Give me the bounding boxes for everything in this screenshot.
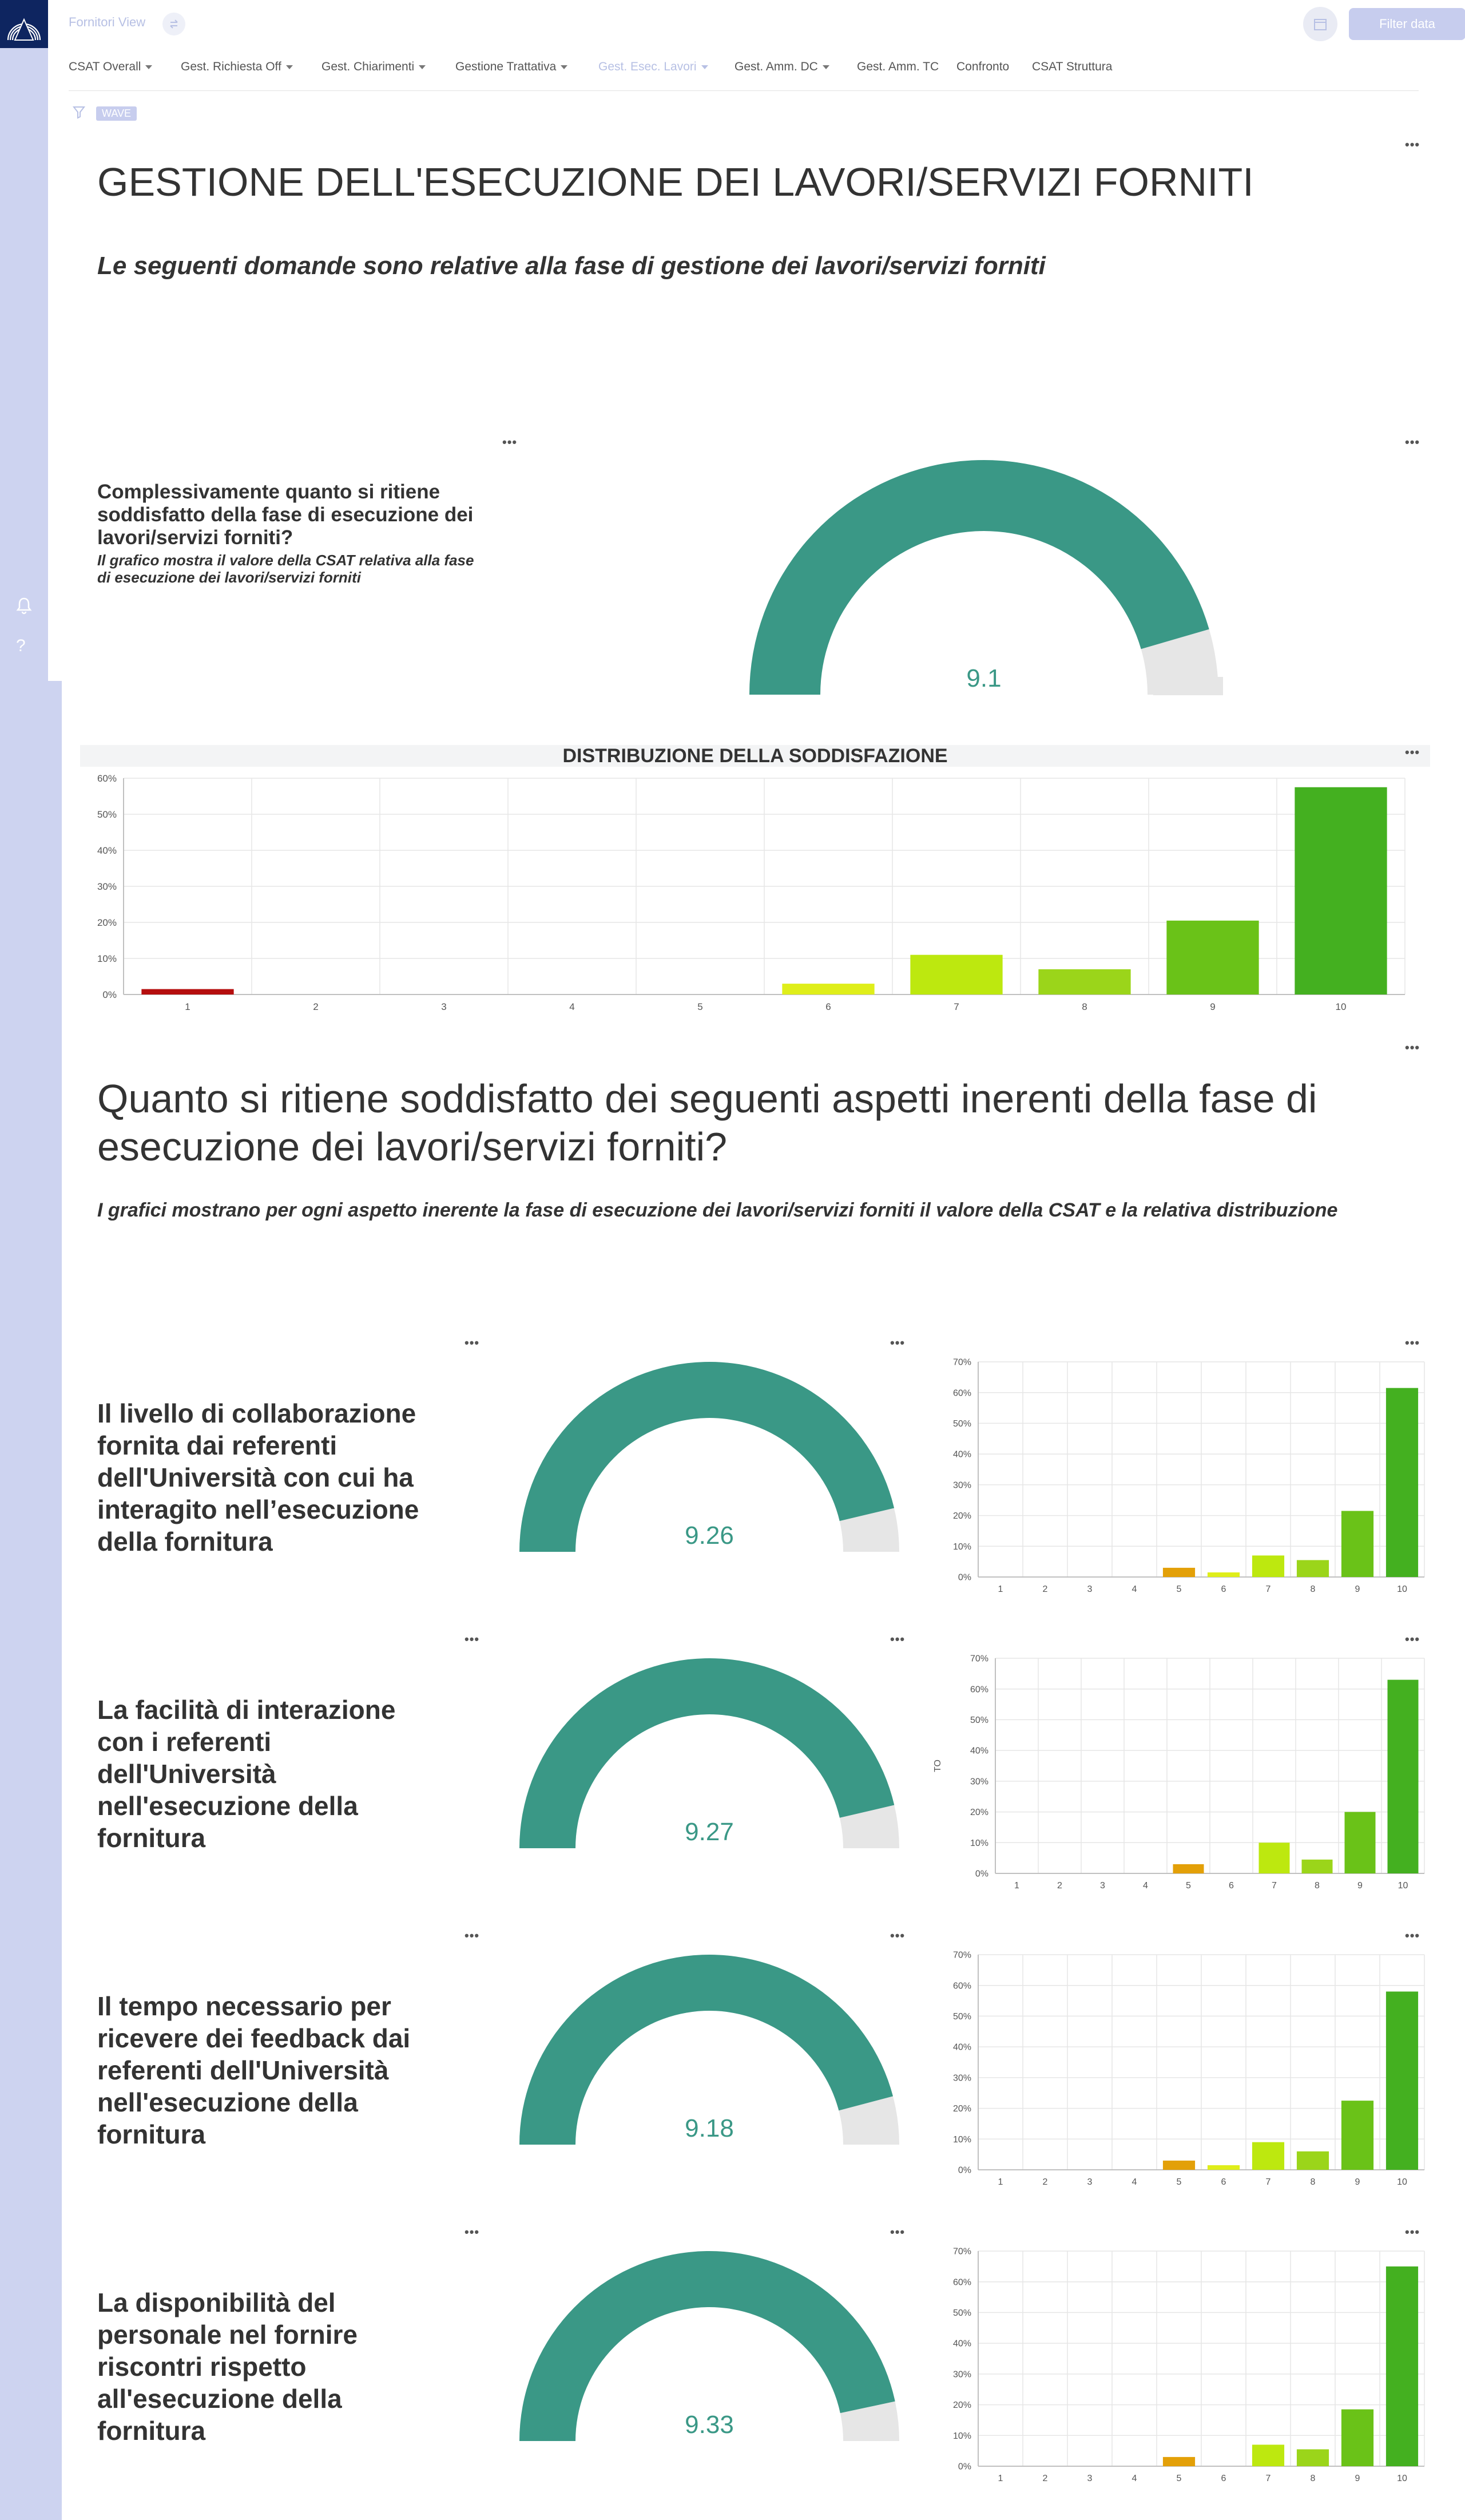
x-tick-label: 1 xyxy=(185,1001,190,1012)
x-tick-label: 9 xyxy=(1210,1001,1216,1012)
x-tick-label: 7 xyxy=(954,1001,959,1012)
y-tick-label: 10% xyxy=(952,2431,971,2441)
x-tick-label: 1 xyxy=(998,2177,1003,2186)
help-icon[interactable]: ? xyxy=(16,636,26,655)
x-tick-label: 5 xyxy=(697,1001,703,1012)
menu-icon[interactable]: ••• xyxy=(1405,1336,1420,1350)
app-title: Fornitori View xyxy=(69,15,146,29)
menu-icon[interactable]: ••• xyxy=(890,1336,906,1350)
chevron-down-icon xyxy=(145,65,152,69)
chevron-down-icon xyxy=(701,65,708,69)
bell-icon[interactable] xyxy=(14,595,34,616)
y-tick-label: 60% xyxy=(97,772,117,784)
tab-gest-amm-tc[interactable] xyxy=(857,60,939,74)
x-tick-label: 2 xyxy=(313,1001,319,1012)
app-logo[interactable] xyxy=(0,0,48,48)
x-tick-label: 1 xyxy=(1014,1881,1019,1889)
bar-7[interactable] xyxy=(1252,2444,1284,2466)
gauge-legend-box xyxy=(1153,677,1223,695)
x-tick-label: 4 xyxy=(1131,2177,1137,2186)
tab-gest-chiarimenti[interactable] xyxy=(321,60,426,74)
x-tick-label: 3 xyxy=(441,1001,447,1012)
x-tick-label: 2 xyxy=(1057,1881,1062,1889)
menu-icon[interactable]: ••• xyxy=(1405,745,1420,759)
section-title-line2: esecuzione dei lavori/servizi forniti? xyxy=(97,1124,728,1169)
tab-gestione-trattativa[interactable] xyxy=(455,60,567,74)
y-tick-label: 0% xyxy=(102,989,117,1000)
x-tick-label: 3 xyxy=(1100,1881,1105,1889)
y-tick-label: 10% xyxy=(952,2134,971,2145)
y-tick-label: 30% xyxy=(970,1777,988,1787)
tab-csat-overall[interactable] xyxy=(69,60,152,74)
x-tick-label: 9 xyxy=(1357,1881,1363,1889)
x-tick-label: 5 xyxy=(1176,2474,1182,2482)
chart-title: DISTRIBUZIONE DELLA SODDISFAZIONE xyxy=(562,745,948,767)
tab-confronto[interactable] xyxy=(956,60,1009,74)
bar-9[interactable] xyxy=(1341,2410,1373,2466)
bar-9[interactable] xyxy=(1166,921,1258,994)
distribution-chart xyxy=(932,2242,1430,2482)
x-tick-label: 6 xyxy=(825,1001,831,1012)
tab-gest-amm-dc[interactable] xyxy=(735,60,829,74)
aspect-question: Il livello di collaborazione fornita dai referenti dell'Università con cui ha interagito nell’esecuzione della fornitura xyxy=(97,1398,419,1556)
bar-8[interactable] xyxy=(1297,1560,1329,1577)
x-tick-label: 10 xyxy=(1397,1881,1408,1889)
menu-icon[interactable]: ••• xyxy=(1405,435,1420,449)
menu-icon[interactable]: ••• xyxy=(1405,137,1420,152)
gauge-value: 9.33 xyxy=(685,2411,734,2439)
x-tick-label: 7 xyxy=(1272,1881,1277,1889)
y-tick-label: 20% xyxy=(952,2104,971,2114)
sidebar xyxy=(0,0,48,681)
x-tick-label: 8 xyxy=(1310,1584,1316,1593)
y-tick-label: 60% xyxy=(952,1981,971,1991)
y-tick-label: 20% xyxy=(952,2400,971,2411)
x-tick-label: 3 xyxy=(1087,2177,1093,2186)
distribution-chart xyxy=(932,1649,1430,1889)
x-tick-label: 10 xyxy=(1397,1584,1407,1593)
y-tick-label: 20% xyxy=(970,1808,988,1818)
bar-7[interactable] xyxy=(1252,2142,1284,2170)
calendar-icon[interactable] xyxy=(1303,7,1337,41)
menu-icon[interactable]: ••• xyxy=(890,1632,906,1646)
bar-6[interactable] xyxy=(1208,1572,1240,1577)
x-tick-label: 8 xyxy=(1315,1881,1320,1889)
x-tick-label: 6 xyxy=(1221,2177,1226,2186)
x-tick-label: 2 xyxy=(1042,1584,1048,1593)
y-tick-label: 30% xyxy=(952,2073,971,2083)
y-tick-label: 0% xyxy=(975,1869,988,1879)
gauge-value: 9.18 xyxy=(685,2114,734,2142)
overall-note: Il grafico mostra il valore della CSAT relativa alla fase di esecuzione dei lavori/servizi forniti xyxy=(97,552,474,586)
page-title: GESTIONE DELL'ESECUZIONE DEI LAVORI/SERVIZI FORNITI xyxy=(97,160,1254,204)
bar-10[interactable] xyxy=(1295,787,1387,994)
y-tick-label: 70% xyxy=(952,1357,971,1368)
x-tick-label: 4 xyxy=(569,1001,575,1012)
bar-9[interactable] xyxy=(1345,1812,1376,1873)
tab-gest-richiesta-off[interactable] xyxy=(181,60,293,74)
bar-8[interactable] xyxy=(1038,969,1130,994)
y-tick-label: 40% xyxy=(970,1746,988,1756)
chevron-down-icon xyxy=(561,65,567,69)
x-tick-label: 5 xyxy=(1186,1881,1191,1889)
y-tick-label: 70% xyxy=(952,2246,971,2257)
y-tick-label: 60% xyxy=(952,2277,971,2288)
swap-icon[interactable] xyxy=(162,13,185,35)
y-tick-label: 40% xyxy=(952,1449,971,1460)
menu-icon[interactable]: ••• xyxy=(1405,2225,1420,2239)
bar-5[interactable] xyxy=(1163,2161,1195,2170)
x-tick-label: 3 xyxy=(1087,1584,1093,1593)
tab-label: Gest. Esec. Lavori xyxy=(598,60,697,73)
x-tick-label: 10 xyxy=(1335,1001,1347,1012)
overall-csat-gauge xyxy=(732,446,1236,698)
y-tick-label: 40% xyxy=(952,2042,971,2053)
y-tick-label: 20% xyxy=(952,1511,971,1521)
bar-10[interactable] xyxy=(1386,1388,1418,1577)
tab-csat-struttura[interactable] xyxy=(1032,60,1112,74)
bar-6[interactable] xyxy=(1208,2165,1240,2170)
overall-question: Complessivamente quanto si ritiene soddisfatto della fase di esecuzione dei lavori/servizi forniti? xyxy=(97,481,474,549)
aspect-question: Il tempo necessario per ricevere dei feedback dai referenti dell'Università nell'esecuzione della fornitura xyxy=(97,1991,411,2149)
y-tick-label: 30% xyxy=(97,881,117,892)
y-tick-label: 0% xyxy=(958,1572,971,1583)
aspect-question: La disponibilità del personale nel fornire riscontri rispetto all'esecuzione della fornitura xyxy=(97,2288,358,2446)
y-axis-label: TO xyxy=(933,1760,943,1772)
tab-label: CSAT Overall xyxy=(69,60,141,73)
y-tick-label: 40% xyxy=(97,845,117,856)
csat-gauge xyxy=(503,2241,915,2458)
bar-10[interactable] xyxy=(1388,1680,1419,1873)
gauge-value: 9.27 xyxy=(685,1818,734,1846)
x-tick-label: 6 xyxy=(1221,2474,1226,2482)
y-tick-label: 60% xyxy=(970,1685,988,1695)
menu-icon[interactable]: ••• xyxy=(464,1632,480,1646)
bar-7[interactable] xyxy=(1259,1843,1290,1873)
tab-label: Confronto xyxy=(956,60,1010,73)
x-tick-label: 8 xyxy=(1310,2474,1316,2482)
y-tick-label: 40% xyxy=(952,2339,971,2349)
x-tick-label: 6 xyxy=(1229,1881,1234,1889)
y-tick-label: 0% xyxy=(958,2165,971,2176)
y-tick-label: 60% xyxy=(952,1388,971,1398)
section-title-line1: Quanto si ritiene soddisfatto dei seguenti aspetti inerenti della fase di xyxy=(97,1076,1317,1121)
menu-icon[interactable]: ••• xyxy=(1405,1928,1420,1943)
tab-gest-esec-lavori[interactable] xyxy=(598,60,708,74)
distribution-chart xyxy=(74,768,1430,1020)
section-subtitle: I grafici mostrano per ogni aspetto inerente la fase di esecuzione dei lavori/servizi forniti il valore della CSAT e la relativa distribuzione xyxy=(97,1199,1338,1221)
x-tick-label: 8 xyxy=(1310,2177,1316,2186)
menu-icon[interactable]: ••• xyxy=(1405,1632,1420,1646)
x-tick-label: 8 xyxy=(1082,1001,1087,1012)
section-title xyxy=(97,1075,1317,1171)
bar-8[interactable] xyxy=(1297,2449,1329,2466)
bar-5[interactable] xyxy=(1163,1568,1195,1577)
chevron-down-icon xyxy=(419,65,426,69)
tab-label: CSAT Struttura xyxy=(1032,60,1113,73)
tab-label: Gest. Richiesta Off xyxy=(181,60,281,73)
tab-label: Gest. Amm. TC xyxy=(857,60,939,73)
x-tick-label: 3 xyxy=(1087,2474,1093,2482)
x-tick-label: 9 xyxy=(1355,2474,1360,2482)
page-subtitle: Le seguenti domande sono relative alla fase di gestione dei lavori/servizi forniti xyxy=(97,252,1046,280)
x-tick-label: 10 xyxy=(1397,2177,1407,2186)
csat-gauge xyxy=(503,1944,915,2162)
y-tick-label: 50% xyxy=(970,1715,988,1726)
menu-icon[interactable]: ••• xyxy=(464,1336,480,1350)
filter-badge[interactable]: WAVE xyxy=(96,106,137,121)
filter-icon[interactable] xyxy=(72,105,86,119)
gauge-value-arc xyxy=(749,460,1209,695)
menu-icon[interactable]: ••• xyxy=(502,435,518,449)
bar-7[interactable] xyxy=(910,955,1002,994)
bar-5[interactable] xyxy=(1173,1864,1204,1873)
x-tick-label: 10 xyxy=(1397,2474,1407,2482)
y-tick-label: 10% xyxy=(970,1838,988,1848)
bar-9[interactable] xyxy=(1341,1511,1373,1577)
sidebar-extension xyxy=(0,681,62,2520)
y-tick-label: 50% xyxy=(952,1419,971,1429)
filter-data-button[interactable]: Filter data xyxy=(1349,8,1465,40)
menu-icon[interactable]: ••• xyxy=(890,2225,906,2239)
bar-10[interactable] xyxy=(1386,2267,1418,2466)
x-tick-label: 5 xyxy=(1176,1584,1182,1593)
bar-5[interactable] xyxy=(1163,2457,1195,2466)
y-tick-label: 20% xyxy=(97,917,117,928)
x-tick-label: 1 xyxy=(998,2474,1003,2482)
y-tick-label: 0% xyxy=(958,2462,971,2472)
x-tick-label: 2 xyxy=(1042,2177,1048,2186)
x-tick-label: 7 xyxy=(1265,2177,1271,2186)
x-tick-label: 7 xyxy=(1265,2474,1271,2482)
menu-icon[interactable]: ••• xyxy=(1405,1040,1420,1055)
bar-6[interactable] xyxy=(782,984,874,994)
bar-8[interactable] xyxy=(1297,2151,1329,2170)
x-tick-label: 4 xyxy=(1131,2474,1137,2482)
y-tick-label: 50% xyxy=(952,2308,971,2319)
y-tick-label: 70% xyxy=(970,1654,988,1664)
y-tick-label: 50% xyxy=(952,2012,971,2022)
bar-9[interactable] xyxy=(1341,2101,1373,2170)
chevron-down-icon xyxy=(286,65,293,69)
bar-8[interactable] xyxy=(1302,1860,1333,1873)
y-tick-label: 30% xyxy=(952,2370,971,2380)
distribution-chart xyxy=(932,1946,1430,2186)
x-tick-label: 9 xyxy=(1355,2177,1360,2186)
y-tick-label: 10% xyxy=(97,953,117,964)
tab-label: Gest. Chiarimenti xyxy=(321,60,415,73)
y-tick-label: 50% xyxy=(97,809,117,820)
divider xyxy=(69,90,1419,91)
x-tick-label: 4 xyxy=(1131,1584,1137,1593)
y-tick-label: 30% xyxy=(952,1480,971,1491)
gauge-value: 9.1 xyxy=(966,664,1002,692)
aspect-question: La facilità di interazione con i referenti dell'Università nell'esecuzione della fornitura xyxy=(97,1695,396,1853)
tab-label: Gest. Amm. DC xyxy=(735,60,818,73)
distribution-chart xyxy=(932,1353,1430,1593)
x-tick-label: 2 xyxy=(1042,2474,1048,2482)
menu-icon[interactable]: ••• xyxy=(464,1928,480,1943)
x-tick-label: 5 xyxy=(1176,2177,1182,2186)
menu-icon[interactable]: ••• xyxy=(890,1928,906,1943)
menu-icon[interactable]: ••• xyxy=(464,2225,480,2239)
x-tick-label: 1 xyxy=(998,1584,1003,1593)
x-tick-label: 7 xyxy=(1265,1584,1271,1593)
gauge-value: 9.26 xyxy=(685,1521,734,1550)
x-tick-label: 4 xyxy=(1143,1881,1148,1889)
x-tick-label: 6 xyxy=(1221,1584,1226,1593)
chevron-down-icon xyxy=(823,65,829,69)
y-tick-label: 70% xyxy=(952,1950,971,1960)
tab-label: Gestione Trattativa xyxy=(455,60,557,73)
csat-gauge xyxy=(503,1352,915,1569)
bar-10[interactable] xyxy=(1386,1991,1418,2170)
csat-gauge xyxy=(503,1648,915,1865)
y-tick-label: 10% xyxy=(952,1542,971,1552)
bar-7[interactable] xyxy=(1252,1555,1284,1577)
bar-1[interactable] xyxy=(141,989,233,994)
x-tick-label: 9 xyxy=(1355,1584,1360,1593)
